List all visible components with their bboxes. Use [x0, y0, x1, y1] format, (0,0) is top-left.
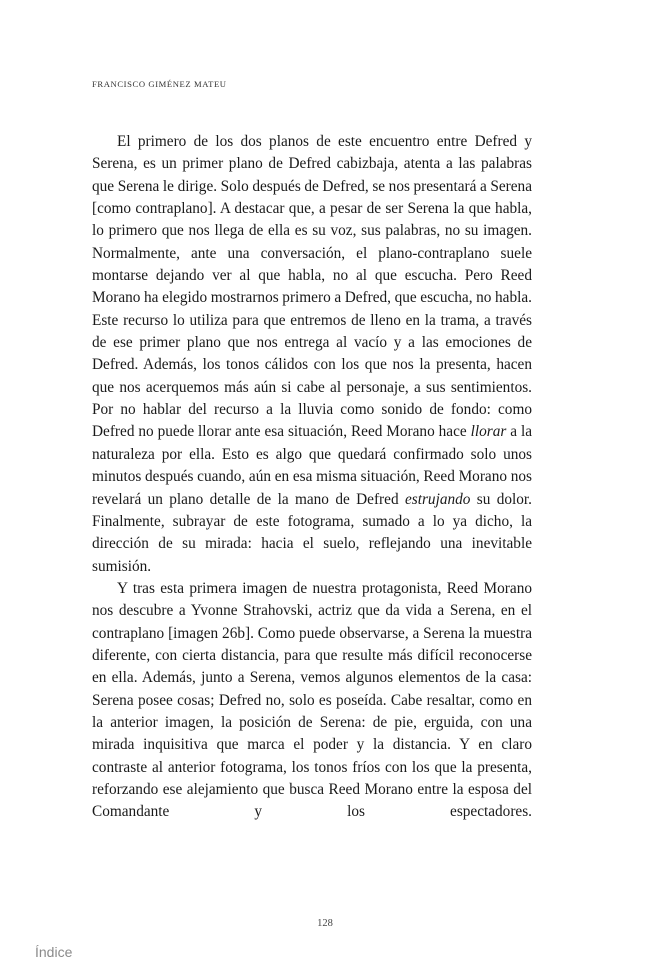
running-head: FRANCISCO GIMÉNEZ MATEU: [92, 79, 227, 89]
page-number: 128: [317, 918, 333, 929]
paragraph-1-text-c: su dolor. Finalmente, subrayar de este fotograma, sumado a lo ya dicho, la dirección de su mirada: hacia el suelo, reflejando una inevitable sumisión.: [92, 490, 533, 575]
paragraph-1-text-a: El primero de los dos planos de este encuentro entre Defred y Serena, es un primer plano de Defred cabizbaja, atenta a las palabras que Serena le dirige. Solo después de Defred, se nos presentará a Serena [como contraplano]. A destacar que, a pesar de ser Serena la que habla, lo primero que nos llega de ella es su voz, sus palabras, no su imagen. Normalmente, ante una conversación, el plano-contraplano suele montarse dejando ver al que habla, no al que escucha. Pero Reed Morano ha elegido mostrarnos primero a Defred, que escucha, no habla. Este recurso lo utiliza para que entremos de lleno en la trama, a través de ese primer plano que nos entrega al vacío y a las emociones de Defred. Además, los tonos cálidos con los que nos la presenta, hacen que nos acerquemos más aún si cabe al personaje, a sus sentimientos. Por no hablar del recurso a la lluvia como sonido de fondo: como Defred no puede llorar ante esa situación, Reed Morano hace: [92, 133, 532, 441]
index-link[interactable]: Índice: [35, 944, 73, 960]
body-text: [92, 131, 532, 824]
italic-llorar: llorar: [470, 423, 507, 441]
italic-estrujando: estrujando: [404, 490, 471, 508]
paragraph-1-text-b: a la naturaleza por ella. Esto es algo que quedará confirmado solo unos minutos después cuando, aún en esa misma situación, Reed Morano nos revelará un plano detalle de la mano de Defred: [92, 423, 532, 508]
paragraph-2: Y tras esta primera imagen de nuestra protagonista, Reed Morano nos descubre a Yvonne Strahovski, actriz que da vida a Serena, en el contraplano [imagen 26b]. Como puede observarse, a Serena la muestra diferente, con cierta distancia, para que resulte más difícil reconocerse en ella. Además, junto a Serena, vemos algunos elementos de la casa: Serena posee cosas; Defred no, solo es poseída. Cabe resaltar, como en la anterior imagen, la posición de Serena: de pie, erguida, con una mirada inquisitiva que marca el poder y la distancia. Y en claro contraste al anterior fotograma, los tonos fríos con los que la presenta, reforzando ese alejamiento que busca Reed Morano entre la esposa del Comandante y los espectadores.: [92, 579, 532, 821]
paragraph-1: [92, 131, 532, 578]
